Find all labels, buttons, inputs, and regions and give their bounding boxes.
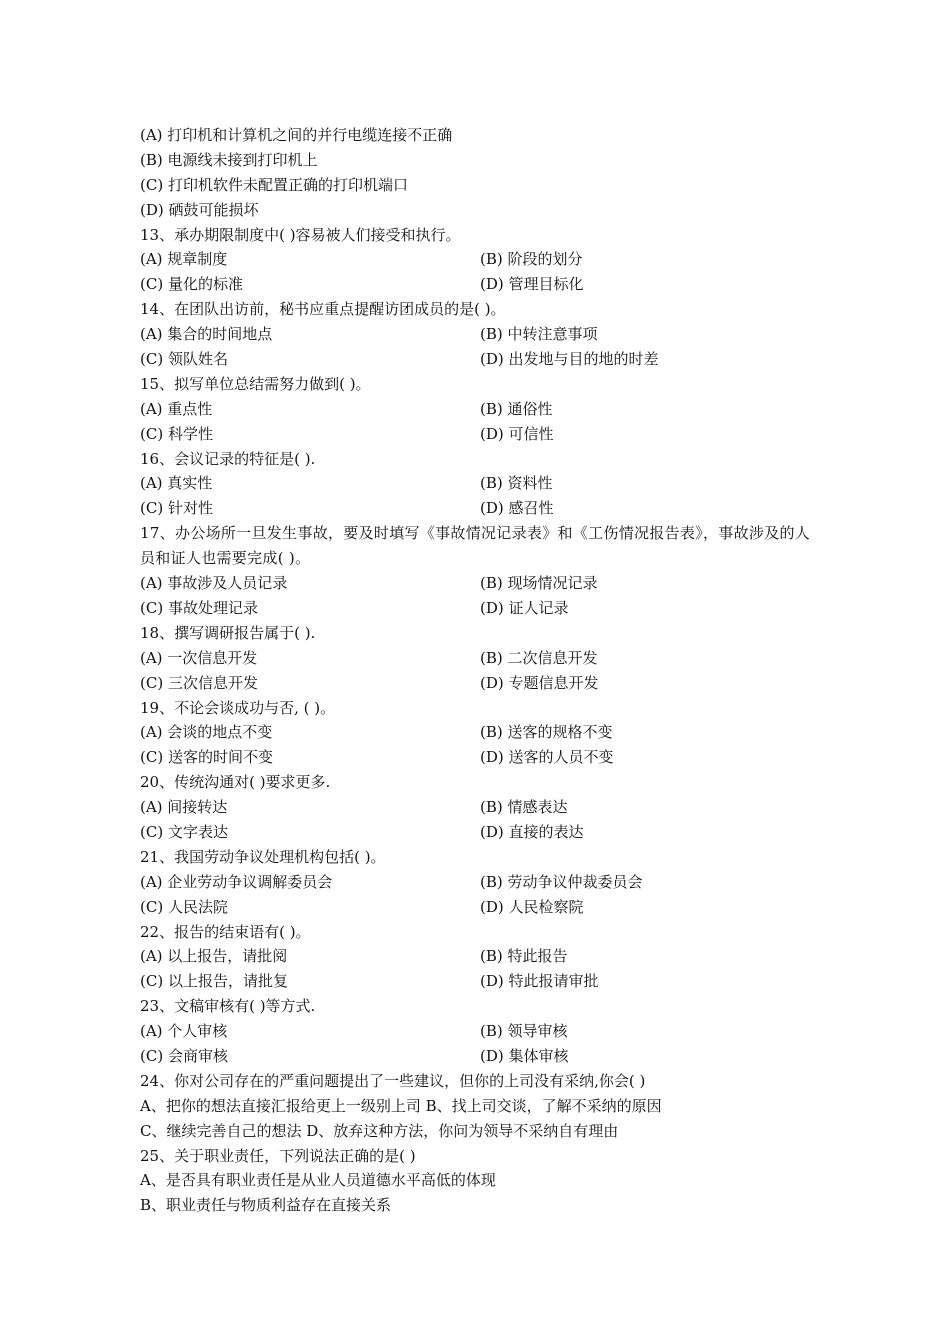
question-15: 15、拟写单位总结需努力做到( )。 bbox=[140, 374, 371, 393]
option-right: (B) 资料性 bbox=[480, 474, 553, 493]
question-24: 24、你对公司存在的严重问题提出了一些建议，但你的上司没有采纳,你会( ) bbox=[140, 1071, 646, 1090]
question-20: 20、传统沟通对( )要求更多. bbox=[140, 773, 331, 792]
option-line: A、是否具有职业责任是从业人员道德水平高低的体现 bbox=[140, 1171, 496, 1190]
option-line: (C) 打印机软件未配置正确的打印机端口 bbox=[140, 175, 408, 194]
question-17: 17、办公场所一旦发生事故，要及时填写《事故情况记录表》和《工伤情况报告表》，事故涉及的人员和证人也需要完成( )。 bbox=[140, 524, 811, 568]
option-left: (A) 事故涉及人员记录 bbox=[140, 574, 288, 593]
option-row bbox=[140, 422, 820, 447]
option-right: (B) 情感表达 bbox=[480, 798, 568, 817]
option-left: (A) 规章制度 bbox=[140, 250, 228, 269]
question-13: 13、承办期限制度中( )容易被人们接受和执行。 bbox=[140, 225, 461, 244]
question-23: 23、文稿审核有( )等方式. bbox=[140, 997, 316, 1016]
option-left: (C) 文字表达 bbox=[140, 822, 228, 841]
option-left: (A) 真实性 bbox=[140, 474, 213, 493]
option-row bbox=[140, 247, 820, 272]
option-row bbox=[140, 596, 820, 621]
question-18: 18、撰写调研报告属于( ). bbox=[140, 623, 316, 642]
option-right: (D) 直接的表达 bbox=[480, 822, 584, 841]
option-row bbox=[140, 571, 820, 596]
question-21: 21、我国劳动争议处理机构包括( )。 bbox=[140, 847, 386, 866]
option-left: (A) 集合的时间地点 bbox=[140, 325, 273, 344]
option-line: (A) 打印机和计算机之间的并行电缆连接不正确 bbox=[140, 126, 453, 144]
option-row bbox=[140, 870, 820, 895]
option-right: (B) 阶段的划分 bbox=[480, 250, 583, 269]
option-row bbox=[140, 347, 820, 372]
option-left: (C) 领队姓名 bbox=[140, 350, 228, 369]
option-row bbox=[140, 720, 820, 745]
option-right: (D) 证人记录 bbox=[480, 598, 569, 617]
option-line: C、继续完善自己的想法 D、放弃这种方法，你问为领导不采纳自有理由 bbox=[140, 1121, 619, 1140]
option-right: (B) 二次信息开发 bbox=[480, 648, 598, 667]
question-14: 14、在团队出访前，秘书应重点提醒访团成员的是( )。 bbox=[140, 300, 506, 319]
option-right: (D) 出发地与目的地的时差 bbox=[480, 350, 659, 369]
option-left: (A) 企业劳动争议调解委员会 bbox=[140, 872, 333, 891]
question-22: 22、报告的结束语有( )。 bbox=[140, 922, 311, 941]
option-left: (C) 人民法院 bbox=[140, 897, 228, 916]
option-row bbox=[140, 671, 820, 696]
option-right: (B) 特此报告 bbox=[480, 947, 568, 966]
option-row bbox=[140, 272, 820, 297]
option-right: (D) 特此报请审批 bbox=[480, 972, 599, 991]
option-left: (C) 针对性 bbox=[140, 499, 213, 518]
option-left: (C) 以上报告，请批复 bbox=[140, 972, 288, 991]
question-list bbox=[140, 123, 820, 1218]
option-row bbox=[140, 471, 820, 496]
option-right: (D) 人民检察院 bbox=[480, 897, 584, 916]
option-line: A、把你的想法直接汇报给更上一级别上司 B、找上司交谈，了解不采纳的原因 bbox=[140, 1096, 662, 1115]
option-line: (B) 电源线未接到打印机上 bbox=[140, 150, 318, 169]
option-row bbox=[140, 1044, 820, 1069]
option-right: (D) 可信性 bbox=[480, 424, 554, 443]
option-right: (D) 感召性 bbox=[480, 499, 554, 518]
option-line: (D) 硒鼓可能损坏 bbox=[140, 200, 259, 219]
option-right: (B) 现场情况记录 bbox=[480, 574, 598, 593]
option-right: (B) 领导审核 bbox=[480, 1022, 568, 1041]
option-left: (C) 送客的时间不变 bbox=[140, 748, 273, 767]
question-19: 19、不论会谈成功与否, ( )。 bbox=[140, 698, 336, 717]
option-row bbox=[140, 646, 820, 671]
option-row bbox=[140, 795, 820, 820]
question-16: 16、会议记录的特征是( ). bbox=[140, 449, 316, 468]
option-left: (C) 会商审核 bbox=[140, 1046, 228, 1065]
option-row bbox=[140, 969, 820, 994]
option-left: (A) 以上报告，请批阅 bbox=[140, 947, 288, 966]
option-right: (D) 集体审核 bbox=[480, 1046, 569, 1065]
option-line: B、职业责任与物质利益存在直接关系 bbox=[140, 1196, 392, 1215]
option-row bbox=[140, 1019, 820, 1044]
option-row bbox=[140, 496, 820, 521]
option-left: (C) 科学性 bbox=[140, 424, 213, 443]
option-left: (A) 一次信息开发 bbox=[140, 648, 258, 667]
option-row bbox=[140, 895, 820, 920]
option-row bbox=[140, 397, 820, 422]
option-right: (B) 劳动争议仲裁委员会 bbox=[480, 872, 643, 891]
option-left: (A) 个人审核 bbox=[140, 1022, 228, 1041]
option-row bbox=[140, 745, 820, 770]
option-right: (D) 管理目标化 bbox=[480, 275, 584, 294]
option-right: (B) 送客的规格不变 bbox=[480, 723, 613, 742]
option-right: (B) 通俗性 bbox=[480, 399, 553, 418]
option-left: (C) 三次信息开发 bbox=[140, 673, 258, 692]
option-right: (D) 送客的人员不变 bbox=[480, 748, 614, 767]
option-left: (A) 会谈的地点不变 bbox=[140, 723, 273, 742]
option-row bbox=[140, 322, 820, 347]
option-left: (C) 事故处理记录 bbox=[140, 598, 258, 617]
option-right: (D) 专题信息开发 bbox=[480, 673, 599, 692]
option-left: (A) 间接转达 bbox=[140, 798, 228, 817]
option-left: (A) 重点性 bbox=[140, 399, 213, 418]
option-left: (C) 量化的标准 bbox=[140, 275, 243, 294]
option-row bbox=[140, 944, 820, 969]
question-25: 25、关于职业责任，下列说法正确的是( ) bbox=[140, 1146, 416, 1165]
option-row bbox=[140, 820, 820, 845]
option-right: (B) 中转注意事项 bbox=[480, 325, 598, 344]
